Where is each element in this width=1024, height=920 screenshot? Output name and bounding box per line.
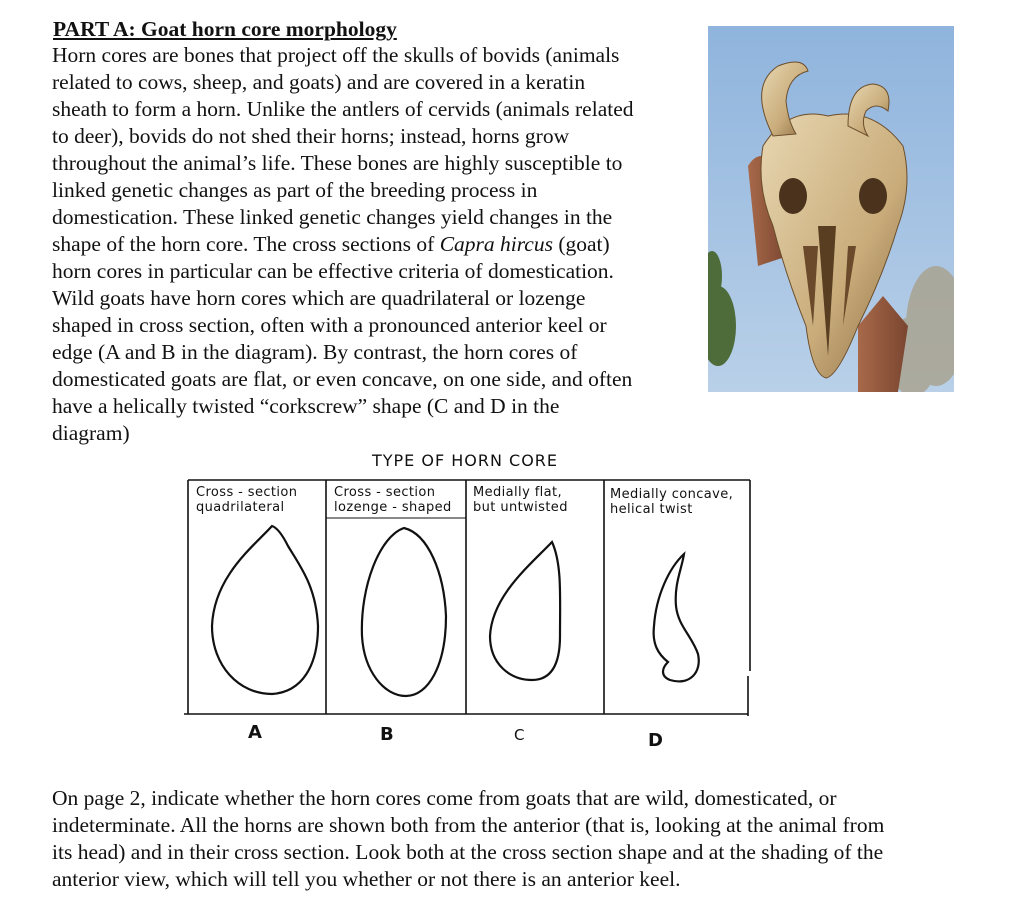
goat-skull-photo	[708, 26, 954, 392]
intro-line: have a helically twisted “corkscrew” shape (C and D in the	[52, 394, 560, 418]
label-b: B	[380, 724, 394, 745]
intro-line: domestication. These linked genetic changes yield changes in the	[52, 205, 613, 229]
header-line: Medially concave,	[610, 487, 734, 502]
label-a: A	[248, 722, 262, 743]
intro-line: horn cores in particular can be effective criteria of domestication.	[52, 259, 614, 283]
intro-text: shape of the horn core. The cross sections of	[52, 232, 440, 256]
outro-line: anterior view, which will tell you whether or not there is an anterior keel.	[52, 867, 681, 891]
intro-line: sheath to form a horn. Unlike the antlers of cervids (animals related	[52, 97, 634, 121]
intro-line: linked genetic changes as part of the breeding process in	[52, 178, 538, 202]
header-line: Medially flat,	[473, 485, 563, 500]
cross-section-c	[490, 542, 560, 680]
intro-line: related to cows, sheep, and goats) and are covered in a keratin	[52, 70, 586, 94]
header-line: helical twist	[610, 502, 693, 517]
header-line: quadrilateral	[196, 500, 285, 515]
cross-section-d	[654, 554, 699, 681]
header-line: but untwisted	[473, 500, 568, 515]
label-c: C	[514, 726, 525, 744]
outro-line: its head) and in their cross section. Look both at the cross section shape and at the shading of the	[52, 840, 884, 864]
intro-line: Wild goats have horn cores which are quadrilateral or lozenge	[52, 286, 586, 310]
intro-line: throughout the animal’s life. These bones are highly susceptible to	[52, 151, 623, 175]
intro-line: shaped in cross section, often with a pronounced anterior keel or	[52, 313, 607, 337]
intro-line: Horn cores are bones that project off the skulls of bovids (animals	[52, 43, 620, 67]
diagram-title: TYPE OF HORN CORE	[371, 451, 559, 470]
header-line: Cross - section	[196, 485, 298, 500]
horn-core-diagram	[184, 476, 756, 752]
intro-line	[52, 231, 702, 258]
instructions-paragraph	[52, 785, 982, 893]
header-line: lozenge - shaped	[334, 500, 452, 515]
intro-line: edge (A and B in the diagram). By contrast, the horn cores of	[52, 340, 578, 364]
intro-line: to deer), bovids do not shed their horns; instead, horns grow	[52, 124, 570, 148]
cross-section-a	[212, 526, 318, 694]
header-line: Cross - section	[334, 485, 436, 500]
species-name: Capra hircus	[439, 232, 553, 256]
column-header-d	[610, 487, 733, 517]
intro-line: diagram)	[52, 421, 130, 445]
cross-section-b	[362, 528, 446, 696]
intro-text: (goat)	[552, 232, 610, 256]
intro-paragraph	[52, 42, 702, 447]
intro-line: domesticated goats are flat, or even concave, on one side, and often	[52, 367, 633, 391]
outro-line: indeterminate. All the horns are shown both from the anterior (that is, looking at the animal from	[52, 813, 885, 837]
column-header-a	[196, 485, 297, 515]
column-header-c	[473, 485, 568, 515]
section-title: PART A: Goat horn core morphology	[53, 17, 397, 41]
outro-line: On page 2, indicate whether the horn cores come from goats that are wild, domesticated, or	[52, 786, 837, 810]
column-header-b	[334, 485, 452, 515]
label-d: D	[648, 730, 663, 751]
